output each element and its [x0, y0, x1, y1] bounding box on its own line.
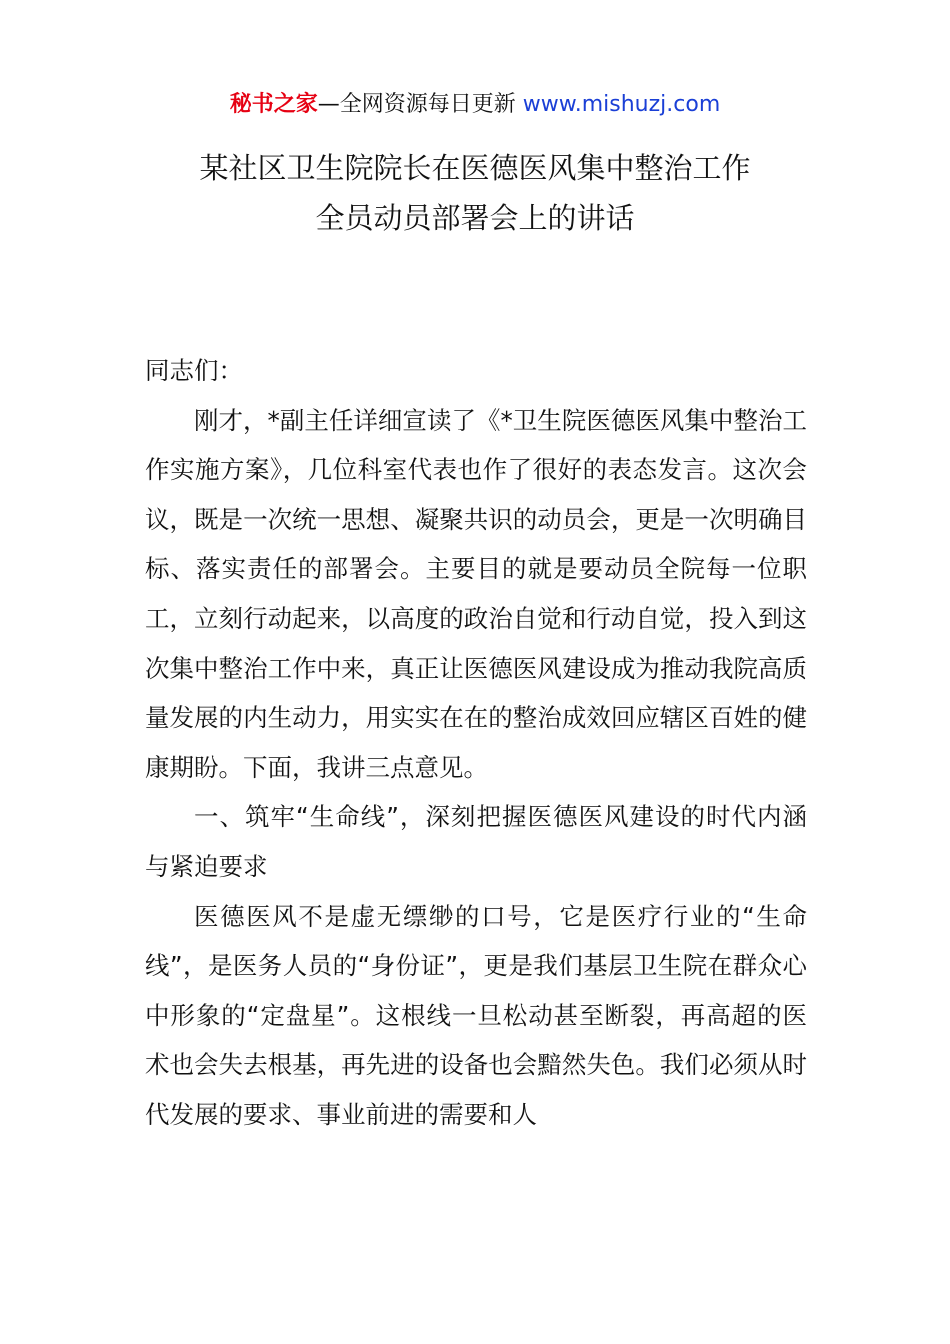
header-tagline: —全网资源每日更新: [317, 92, 523, 117]
section-heading-1: 一、筑牢“生命线”，深刻把握医德医风建设的时代内涵与紧迫要求: [145, 802, 807, 881]
brand-name: 秘书之家: [229, 92, 318, 117]
document-body: [145, 346, 807, 1140]
title-line-1: 某社区卫生院院长在医德医风集中整治工作: [199, 151, 751, 185]
title-line-2: 全员动员部署会上的讲话: [315, 201, 635, 235]
site-url-link[interactable]: www.mishuzj.com: [522, 92, 721, 117]
salutation: 同志们：: [145, 356, 243, 385]
paragraph-intro: 刚才，*副主任详细宣读了《*卫生院医德医风集中整治工作实施方案》，几位科室代表也作了很好的表态发言。这次会议，既是一次统一思想、凝聚共识的动员会，更是一次明确目标、落实责任的部署会。主要目的就是要动员全院每一位职工，立刻行动起来，以高度的政治自觉和行动自觉，投入到这次集中整治工作中来，真正让医德医风建设成为推动我院高质量发展的内生动力，用实实在在的整治成效回应辖区百姓的健康期盼。下面，我讲三点意见。: [145, 405, 807, 782]
site-header: [0, 88, 950, 122]
paragraph-section-1: 医德医风不是虚无缥缈的口号，它是医疗行业的“生命线”，是医务人员的“身份证”，更是我们基层卫生院在群众心中形象的“定盘星”。这根线一旦松动甚至断裂，再高超的医术也会失去根基，再先进的设备也会黯然失色。我们必须从时代发展的要求、事业前进的需要和人: [145, 901, 807, 1129]
document-title: [0, 143, 950, 243]
